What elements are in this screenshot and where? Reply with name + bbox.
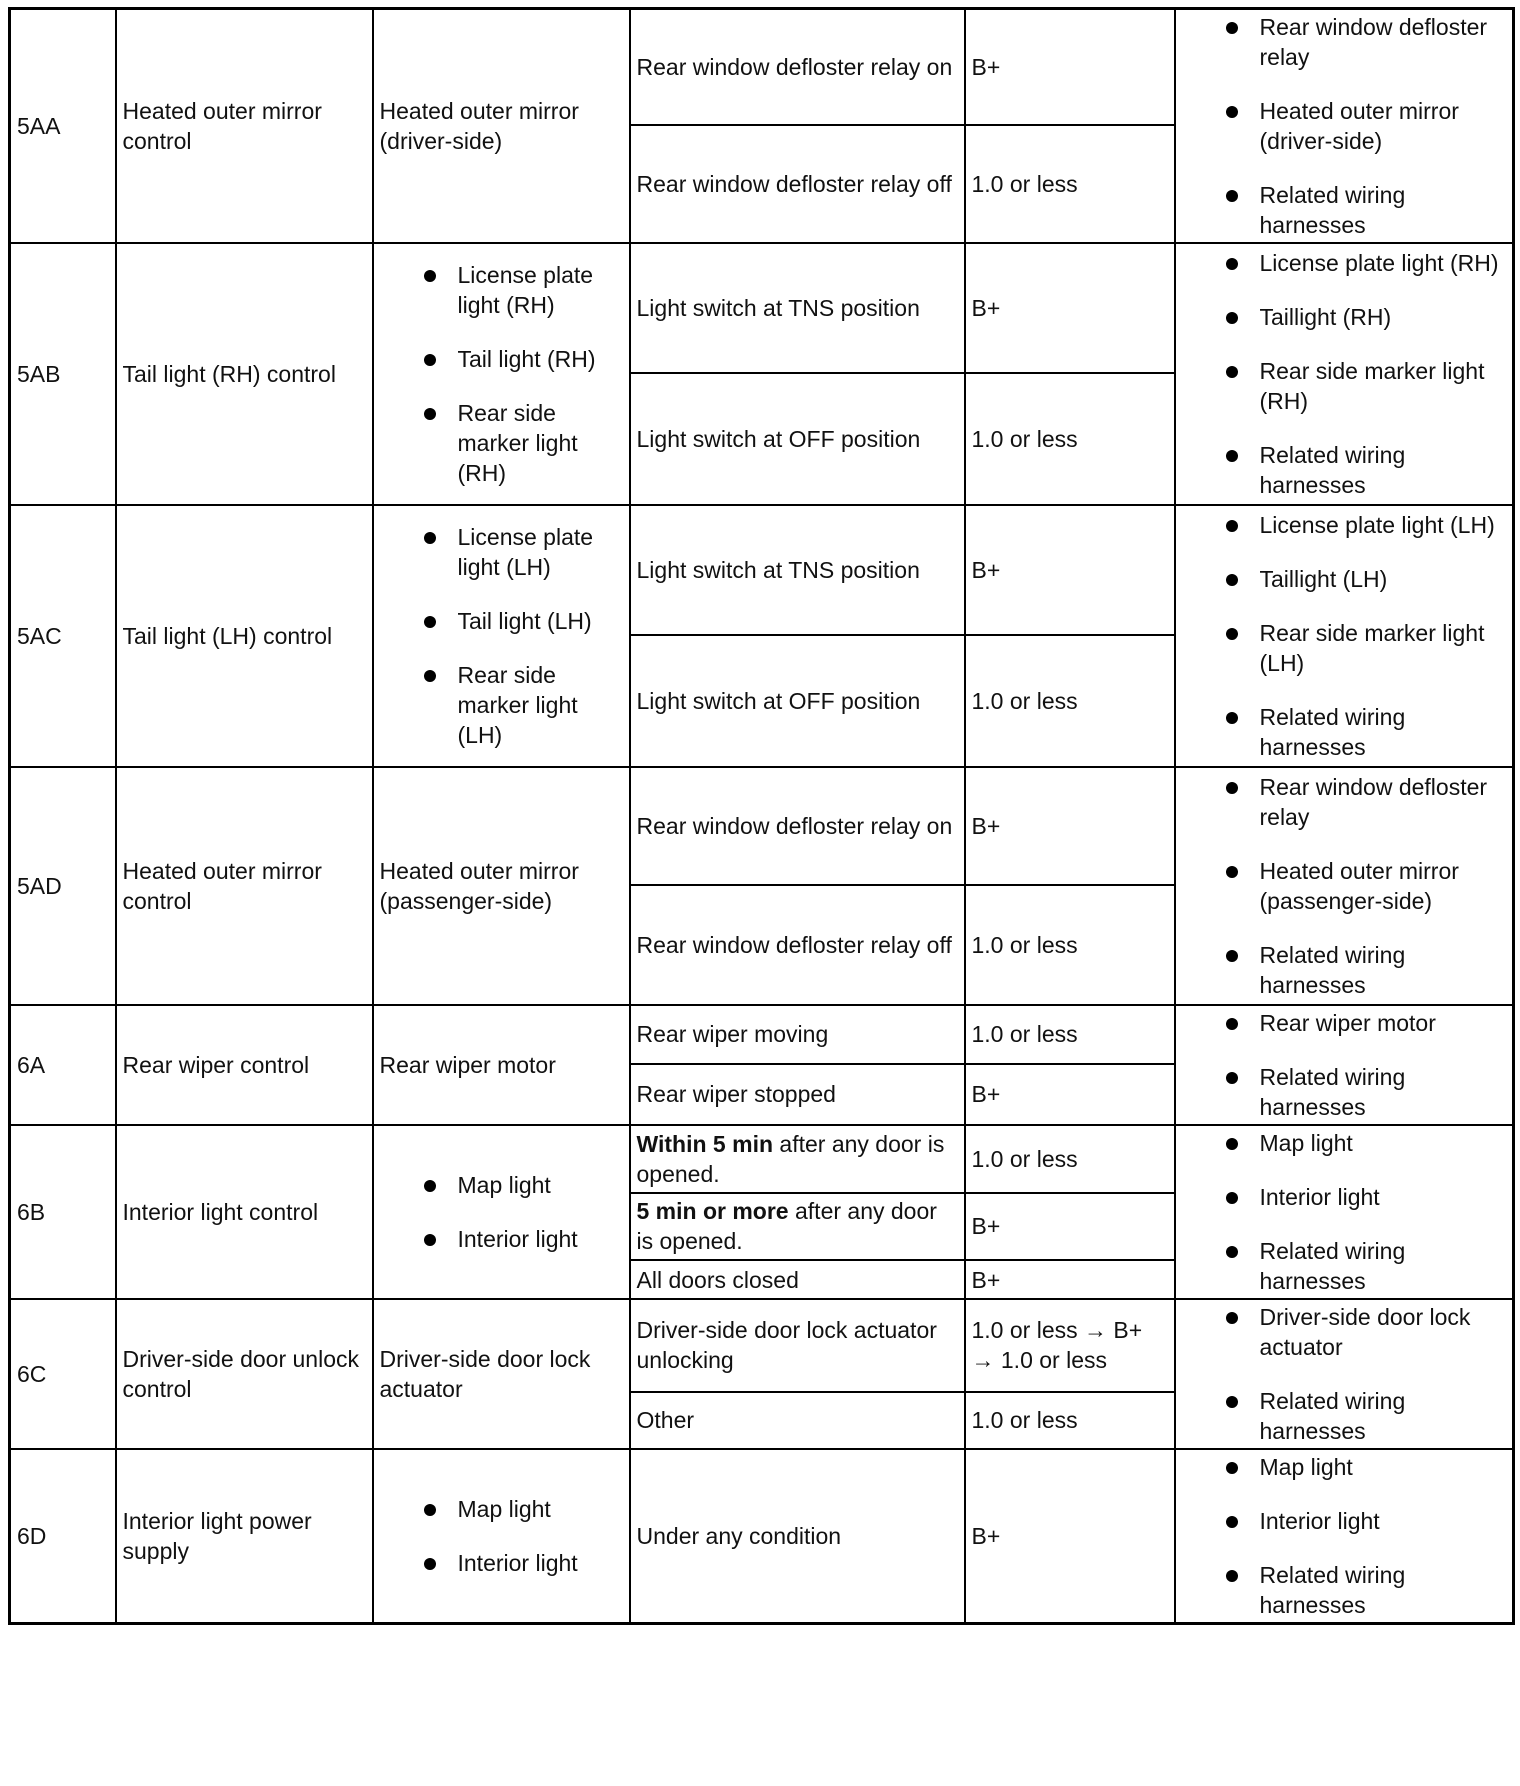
table-row: [10, 243, 1514, 373]
destination-list: [380, 522, 623, 750]
voltage-cell: B+: [965, 9, 1175, 125]
list-item: License plate light (RH): [380, 260, 623, 320]
list-item: Related wiring harnesses: [1182, 180, 1507, 240]
inspection-item-cell: [1175, 1005, 1514, 1125]
voltage-cell: 1.0 or less: [965, 1125, 1175, 1193]
terminal-cell: 5AC: [10, 505, 116, 767]
destination-cell: Heated outer mirror (passenger-side): [373, 767, 630, 1005]
voltage-cell: B+: [965, 1193, 1175, 1261]
list-item: Related wiring harnesses: [1182, 1062, 1507, 1122]
voltage-cell: 1.0 or less: [965, 1392, 1175, 1449]
connected-to-cell: Rear wiper control: [116, 1005, 373, 1125]
condition-cell: Driver-side door lock actuator unlocking: [630, 1299, 965, 1392]
list-item: Related wiring harnesses: [1182, 1560, 1507, 1620]
condition-emphasis: 5 min or more: [636, 1198, 789, 1225]
condition-cell: Light switch at TNS position: [630, 505, 965, 635]
voltage-cell: B+: [965, 243, 1175, 373]
list-item: Taillight (LH): [1182, 564, 1507, 594]
voltage-cell: 1.0 or less: [965, 635, 1175, 767]
condition-cell: Rear window defloster relay on: [630, 767, 965, 885]
destination-cell: Rear wiper motor: [373, 1005, 630, 1125]
list-item: Map light: [380, 1494, 623, 1524]
table-row: [10, 505, 1514, 635]
list-item: Related wiring harnesses: [1182, 440, 1507, 500]
voltage-cell: B+: [965, 1449, 1175, 1624]
condition-text: after any door is opened.: [636, 1198, 937, 1255]
list-item: Map light: [1182, 1452, 1507, 1482]
voltage-cell: 1.0 or less: [965, 373, 1175, 505]
table-row: [10, 1125, 1514, 1193]
condition-text: after any door is opened.: [636, 1130, 945, 1187]
destination-list: [380, 1170, 623, 1254]
condition-cell: Rear window defloster relay on: [630, 9, 965, 125]
inspection-list: [1182, 772, 1507, 1000]
table-row: [10, 1299, 1514, 1392]
table-row: [10, 1005, 1514, 1064]
inspection-list: [1182, 510, 1507, 762]
table-row: [10, 767, 1514, 885]
inspection-list: [1182, 1302, 1507, 1446]
condition-cell: Light switch at OFF position: [630, 635, 965, 767]
list-item: License plate light (RH): [1182, 248, 1507, 278]
list-item: Related wiring harnesses: [1182, 1386, 1507, 1446]
inspection-item-cell: [1175, 767, 1514, 1005]
inspection-item-cell: [1175, 243, 1514, 505]
terminal-cell: 5AB: [10, 243, 116, 505]
inspection-item-cell: [1175, 1125, 1514, 1299]
list-item: Heated outer mirror (driver-side): [1182, 96, 1507, 156]
destination-cell: [373, 1125, 630, 1299]
condition-cell: Rear wiper moving: [630, 1005, 965, 1064]
inspection-list: [1182, 1128, 1507, 1296]
list-item: License plate light (LH): [1182, 510, 1507, 540]
destination-cell: Heated outer mirror (driver-side): [373, 9, 630, 244]
inspection-item-cell: [1175, 1299, 1514, 1449]
table-row: [10, 9, 1514, 125]
inspection-list: [1182, 1008, 1507, 1122]
voltage-cell: B+: [965, 1064, 1175, 1125]
condition-cell: All doors closed: [630, 1260, 965, 1299]
condition-cell: [630, 1193, 965, 1261]
condition-cell: [630, 1125, 965, 1193]
condition-cell: Under any condition: [630, 1449, 965, 1624]
condition-cell: Light switch at TNS position: [630, 243, 965, 373]
destination-cell: Driver-side door lock actuator: [373, 1299, 630, 1449]
list-item: Heated outer mirror (passenger-side): [1182, 856, 1507, 916]
condition-cell: Light switch at OFF position: [630, 373, 965, 505]
list-item: Related wiring harnesses: [1182, 1236, 1507, 1296]
inspection-list: [1182, 248, 1507, 500]
inspection-item-cell: [1175, 9, 1514, 244]
list-item: Tail light (LH): [380, 606, 623, 636]
list-item: Taillight (RH): [1182, 302, 1507, 332]
list-item: Related wiring harnesses: [1182, 702, 1507, 762]
inspection-item-cell: [1175, 505, 1514, 767]
list-item: Rear side marker light (RH): [1182, 356, 1507, 416]
destination-list: [380, 1494, 623, 1578]
destination-cell: [373, 505, 630, 767]
terminal-cell: 6A: [10, 1005, 116, 1125]
connected-to-cell: Interior light power supply: [116, 1449, 373, 1624]
voltage-cell: 1.0 or less: [965, 125, 1175, 243]
list-item: Interior light: [1182, 1506, 1507, 1536]
destination-list: [380, 260, 623, 488]
voltage-cell: 1.0 or less → B+ → 1.0 or less: [965, 1299, 1175, 1392]
condition-cell: Rear wiper stopped: [630, 1064, 965, 1125]
connected-to-cell: Tail light (RH) control: [116, 243, 373, 505]
list-item: Rear side marker light (LH): [380, 660, 623, 750]
condition-cell: Rear window defloster relay off: [630, 885, 965, 1005]
terminal-cell: 5AD: [10, 767, 116, 1005]
voltage-cell: 1.0 or less: [965, 885, 1175, 1005]
inspection-list: [1182, 12, 1507, 240]
inspection-item-cell: [1175, 1449, 1514, 1624]
terminal-cell: 6C: [10, 1299, 116, 1449]
list-item: Map light: [380, 1170, 623, 1200]
table-row: [10, 1449, 1514, 1624]
list-item: Rear side marker light (LH): [1182, 618, 1507, 678]
destination-cell: [373, 243, 630, 505]
list-item: Related wiring harnesses: [1182, 940, 1507, 1000]
connected-to-cell: Tail light (LH) control: [116, 505, 373, 767]
list-item: Rear side marker light (RH): [380, 398, 623, 488]
list-item: Tail light (RH): [380, 344, 623, 374]
connected-to-cell: Interior light control: [116, 1125, 373, 1299]
list-item: Rear wiper motor: [1182, 1008, 1507, 1038]
terminal-cell: 6B: [10, 1125, 116, 1299]
voltage-cell: 1.0 or less: [965, 1005, 1175, 1064]
destination-cell: [373, 1449, 630, 1624]
connected-to-cell: Driver-side door unlock control: [116, 1299, 373, 1449]
list-item: Driver-side door lock actuator: [1182, 1302, 1507, 1362]
condition-cell: Other: [630, 1392, 965, 1449]
inspection-list: [1182, 1452, 1507, 1620]
list-item: License plate light (LH): [380, 522, 623, 582]
list-item: Rear window defloster relay: [1182, 12, 1507, 72]
voltage-cell: B+: [965, 1260, 1175, 1299]
condition-cell: Rear window defloster relay off: [630, 125, 965, 243]
terminal-inspection-table: [8, 7, 1515, 1625]
condition-emphasis: Within 5 min: [636, 1130, 774, 1157]
terminal-cell: 5AA: [10, 9, 116, 244]
list-item: Rear window defloster relay: [1182, 772, 1507, 832]
list-item: Interior light: [380, 1224, 623, 1254]
list-item: Interior light: [1182, 1182, 1507, 1212]
terminal-cell: 6D: [10, 1449, 116, 1624]
list-item: Map light: [1182, 1128, 1507, 1158]
connected-to-cell: Heated outer mirror control: [116, 767, 373, 1005]
voltage-cell: B+: [965, 505, 1175, 635]
list-item: Interior light: [380, 1548, 623, 1578]
voltage-cell: B+: [965, 767, 1175, 885]
connected-to-cell: Heated outer mirror control: [116, 9, 373, 244]
